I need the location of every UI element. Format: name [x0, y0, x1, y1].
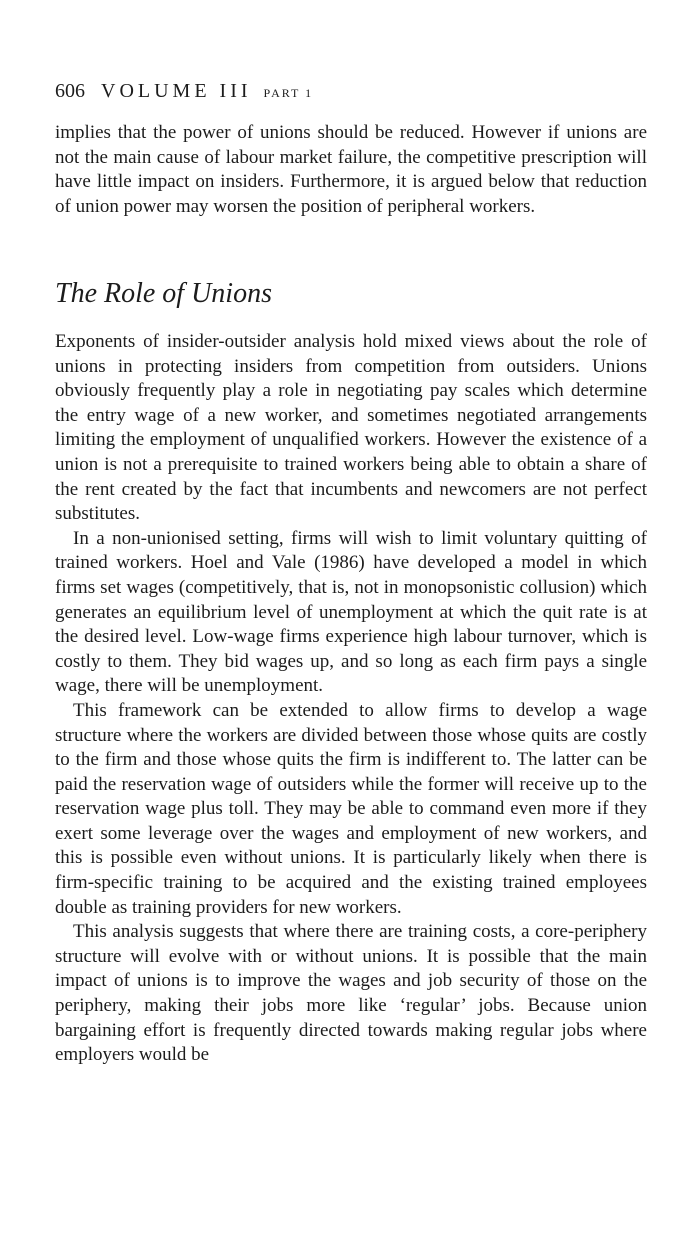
running-head — [55, 80, 313, 103]
page-number: 606 — [55, 80, 85, 102]
intro-text-block — [55, 121, 647, 219]
body-paragraph-3: This framework can be extended to allow firms to develop a wage structure where the workers are divided between those whose quits are costly to the firm and those whose quits the firm is indifferent to. The latter can be paid the reservation wage of outsiders while the former will receive up to the reservation wage plus toll. They may be able to command even more if they exert some leverage over the wages and employment of new workers, and this is possible even without unions. It is particularly likely when there is firm-specific training to be acquired and the existing trained employees double as training providers for new workers. — [55, 699, 647, 918]
section-heading: The Role of Unions — [55, 278, 272, 309]
volume-label: VOLUME III — [101, 80, 252, 102]
body-paragraph-1: Exponents of insider-outsider analysis hold mixed views about the role of unions in protecting insiders from competition from outsiders. Unions obviously frequently play a role in negotiating pay scales which determine the entry wage of a new worker, and sometimes negotiated arrangements limiting the employment of unqualified workers. However the existence of a union is not a prerequisite to trained workers being able to obtain a share of the rent created by the fact that incumbents and newcomers are not perfect substitutes. — [55, 331, 647, 525]
body-paragraph-4: This analysis suggests that where there are training costs, a core-periphery structure will evolve with or without unions. It is possible that the main impact of unions is to improve the wages and job security of those on the periphery, making their jobs more like ‘regular’ jobs. Because union bargaining effort is frequently directed towards making regular jobs where employers would be — [55, 921, 647, 1066]
section-body — [55, 330, 647, 1068]
part-label: PART 1 — [263, 86, 314, 100]
body-paragraph-2: In a non-unionised setting, firms will wish to limit voluntary quitting of trained workers. Hoel and Vale (1986) have developed a model in which firms set wages (competitively, that is, not in monopsonistic collusion) which generates an equilibrium level of unemployment at which the quit rate is at the desired level. Low-wage firms experience high labour turnover, which is costly to them. They bid wages up, and so long as each firm pays a single wage, there will be unemployment. — [55, 527, 647, 697]
intro-paragraph: implies that the power of unions should be reduced. However if unions are not the main cause of labour market failure, the competitive prescription will have little impact on insiders. Furthermore, it is argued below that reduction of union power may worsen the position of peripheral workers. — [55, 122, 647, 217]
